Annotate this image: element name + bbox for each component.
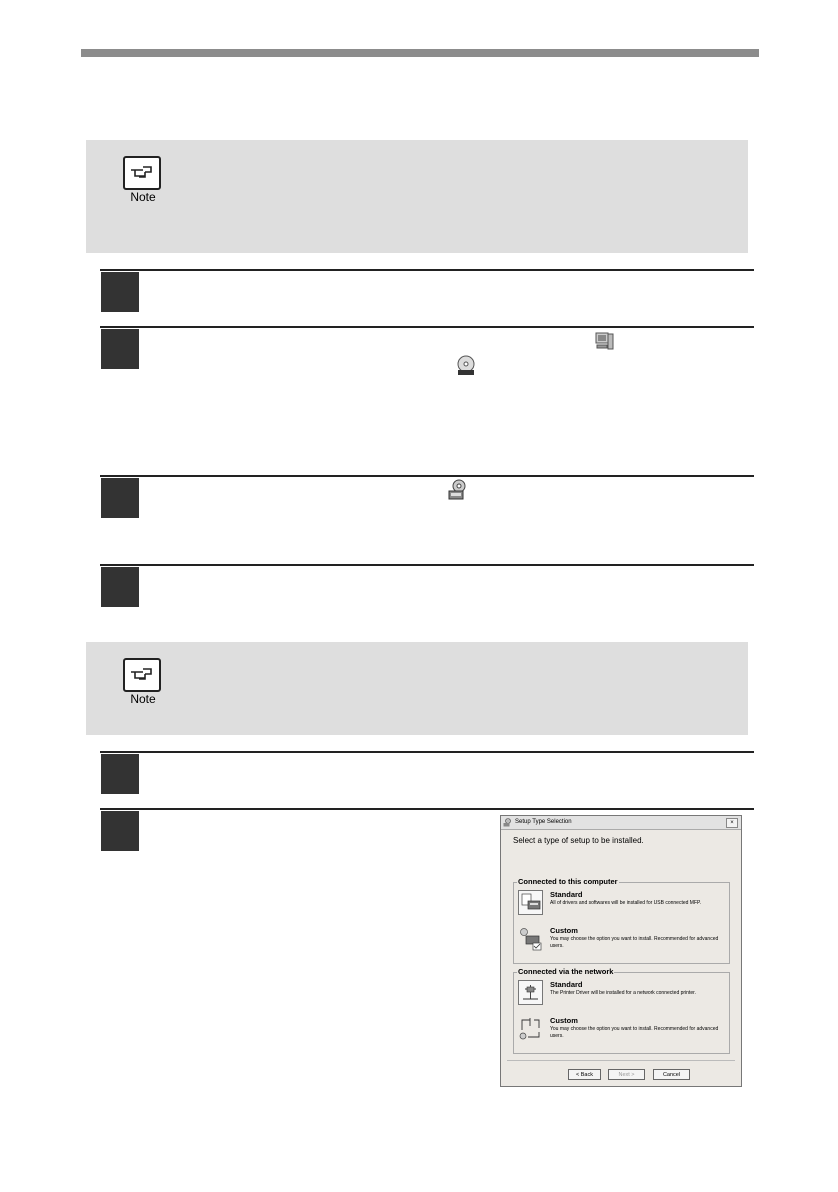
- setup-icon: [447, 479, 467, 501]
- step-rule: [100, 475, 754, 477]
- step-rule: [100, 326, 754, 328]
- dialog-title-bar: [501, 816, 741, 830]
- group-title: Connected to this computer: [518, 877, 618, 886]
- step-marker: [101, 811, 139, 851]
- step-marker: [101, 272, 139, 312]
- back-button[interactable]: < Back: [568, 1069, 601, 1080]
- header-rule: [81, 49, 759, 57]
- close-button[interactable]: ×: [726, 818, 738, 828]
- network-printer-icon: [518, 980, 543, 1005]
- step-rule: [100, 808, 754, 810]
- step-rule: [100, 269, 754, 271]
- dialog-title: Setup Type Selection: [515, 819, 572, 825]
- option-local-custom[interactable]: [518, 926, 723, 956]
- group-title: Connected via the network: [518, 967, 614, 976]
- option-network-standard[interactable]: [518, 980, 723, 1008]
- computer-icon: [594, 331, 614, 353]
- custom-install-icon: [518, 926, 543, 951]
- step-marker: [101, 329, 139, 369]
- note-label: Note: [130, 692, 156, 706]
- note-label: Note: [130, 190, 156, 204]
- group-connected-network: [513, 967, 730, 1054]
- group-connected-computer: [513, 877, 730, 964]
- note-marker: [123, 658, 163, 706]
- cd-rom-icon: [456, 355, 476, 377]
- option-network-custom[interactable]: [518, 1016, 723, 1046]
- option-name: Custom: [550, 926, 578, 935]
- note-box: [86, 140, 748, 253]
- option-description: You may choose the option you want to install. Recommended for advanced users.: [550, 936, 719, 949]
- cancel-button[interactable]: Cancel: [653, 1069, 690, 1080]
- option-name: Custom: [550, 1016, 578, 1025]
- setup-type-dialog: [500, 815, 742, 1087]
- network-custom-icon: [518, 1016, 543, 1041]
- dialog-prompt: Select a type of setup to be installed.: [513, 836, 644, 845]
- printer-package-icon: [518, 890, 543, 915]
- option-name: Standard: [550, 980, 583, 989]
- option-description: The Printer Driver will be installed for a network connected printer.: [550, 990, 696, 996]
- setup-icon: [503, 818, 512, 827]
- step-marker: [101, 754, 139, 794]
- step-rule: [100, 564, 754, 566]
- next-button[interactable]: Next >: [608, 1069, 645, 1080]
- option-description: All of drivers and softwares will be installed for USB connected MFP.: [550, 900, 702, 906]
- dialog-separator: [507, 1060, 735, 1061]
- option-local-standard[interactable]: [518, 890, 723, 918]
- pointing-hand-icon: [123, 156, 161, 190]
- option-description: You may choose the option you want to install. Recommended for advanced users.: [550, 1026, 719, 1039]
- step-marker: [101, 478, 139, 518]
- option-name: Standard: [550, 890, 583, 899]
- step-marker: [101, 567, 139, 607]
- pointing-hand-icon: [123, 658, 161, 692]
- note-box: [86, 642, 748, 735]
- step-rule: [100, 751, 754, 753]
- note-marker: [123, 156, 163, 204]
